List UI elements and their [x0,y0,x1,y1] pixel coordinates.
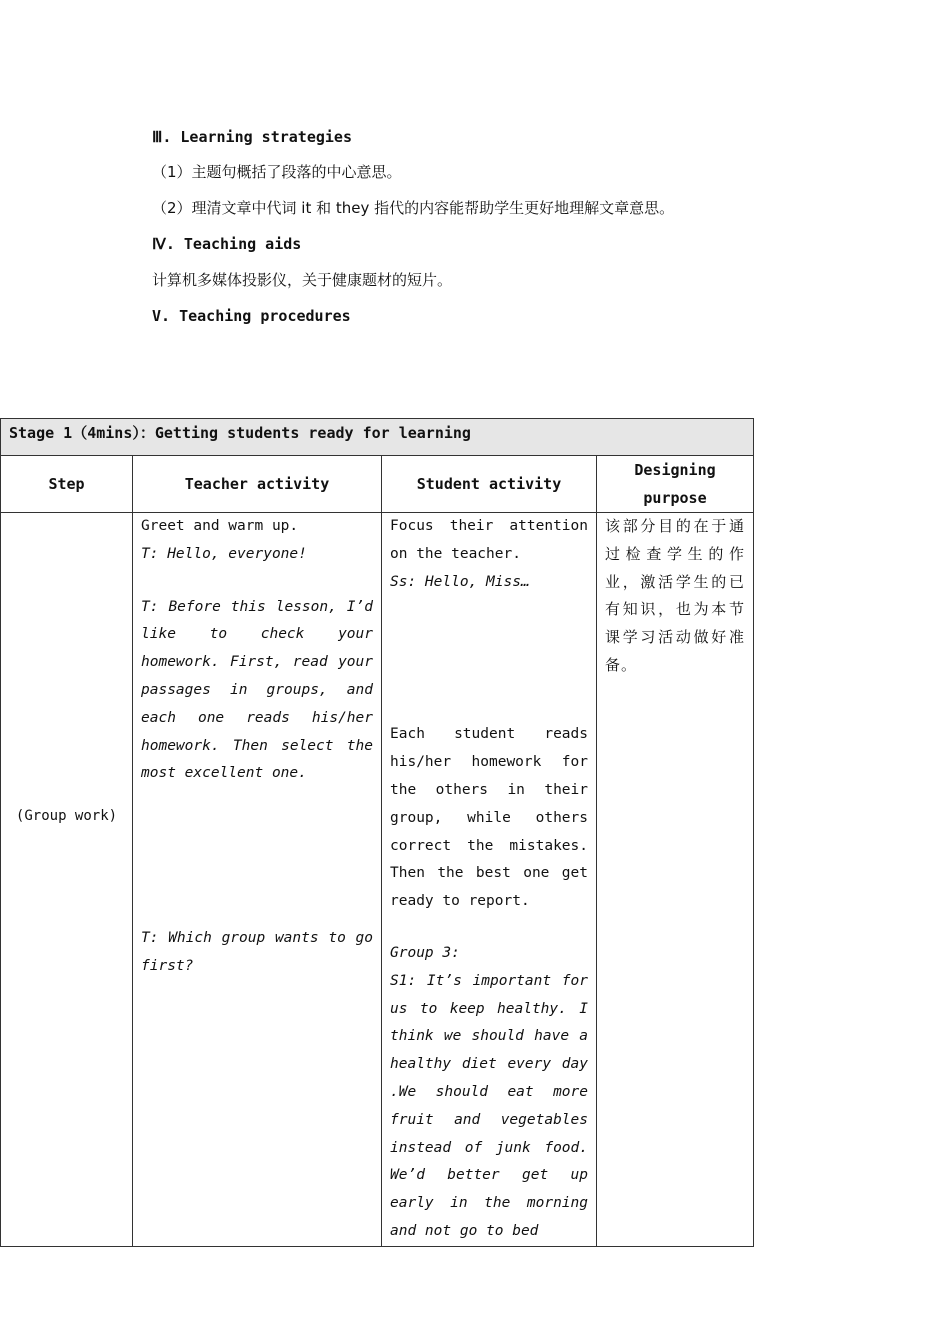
designing-purpose-cell [597,513,754,1247]
step-label: (Group work) [15,808,118,825]
student-s1-speech: S1: It’s important for us to keep healthy. I think we should have a healthy diet every day .We should eat more fruit and vegetables instead of junk food. We’d better get up early in the morning and not go to bed [390,972,588,1239]
teacher-greet: Greet and warm up. [141,518,299,534]
teacher-hello: T: Hello, everyone! [141,545,307,562]
student-hello: Ss: Hello, Miss… [390,573,530,590]
designing-purpose-text: 该部分目的在于通过检查学生的作业，激活学生的已有知识，也为本节课学习活动做好准备。 [605,517,746,674]
header-step: Step [1,456,133,513]
header-teacher-activity: Teacher activity [133,456,382,513]
strategy-item-1: （1）主题句概括了段落的中心意思。 [152,163,402,181]
student-activity-cell [382,513,597,1247]
teacher-which-group: T: Which group wants to go first? [141,930,373,974]
header-purpose-line2: purpose [643,489,707,507]
stage-title: Stage 1（4mins）：Getting students ready for learning [1,419,754,456]
teacher-check-homework: T: Before this lesson, I’d like to check your homework. First, read your passages in groups, and each one reads his/her homework. Then select the most excellent one. [141,598,373,782]
student-focus: Focus their attention on the teacher. [390,518,588,562]
student-group-3: Group 3: [390,944,460,961]
teaching-aids-text: 计算机多媒体投影仪，关于健康题材的短片。 [152,271,453,289]
student-read-homework: Each student reads his/her homework for the others in their group, while others correct the mistakes. Then the best one get ready to report. [390,726,588,910]
header-designing-purpose [597,456,754,513]
step-cell [1,513,133,1247]
strategy-item-2: （2）理清文章中代词 it 和 they 指代的内容能帮助学生更好地理解文章意思。 [152,199,675,217]
teaching-aids-heading: Ⅳ. Teaching aids [152,235,302,253]
lesson-table [0,418,754,1247]
header-student-activity: Student activity [382,456,597,513]
procedures-heading: V. Teaching procedures [152,307,351,325]
teacher-activity-cell [133,513,382,1247]
strategies-heading: Ⅲ. Learning strategies [152,128,352,146]
header-purpose-line1: Designing [634,461,716,479]
